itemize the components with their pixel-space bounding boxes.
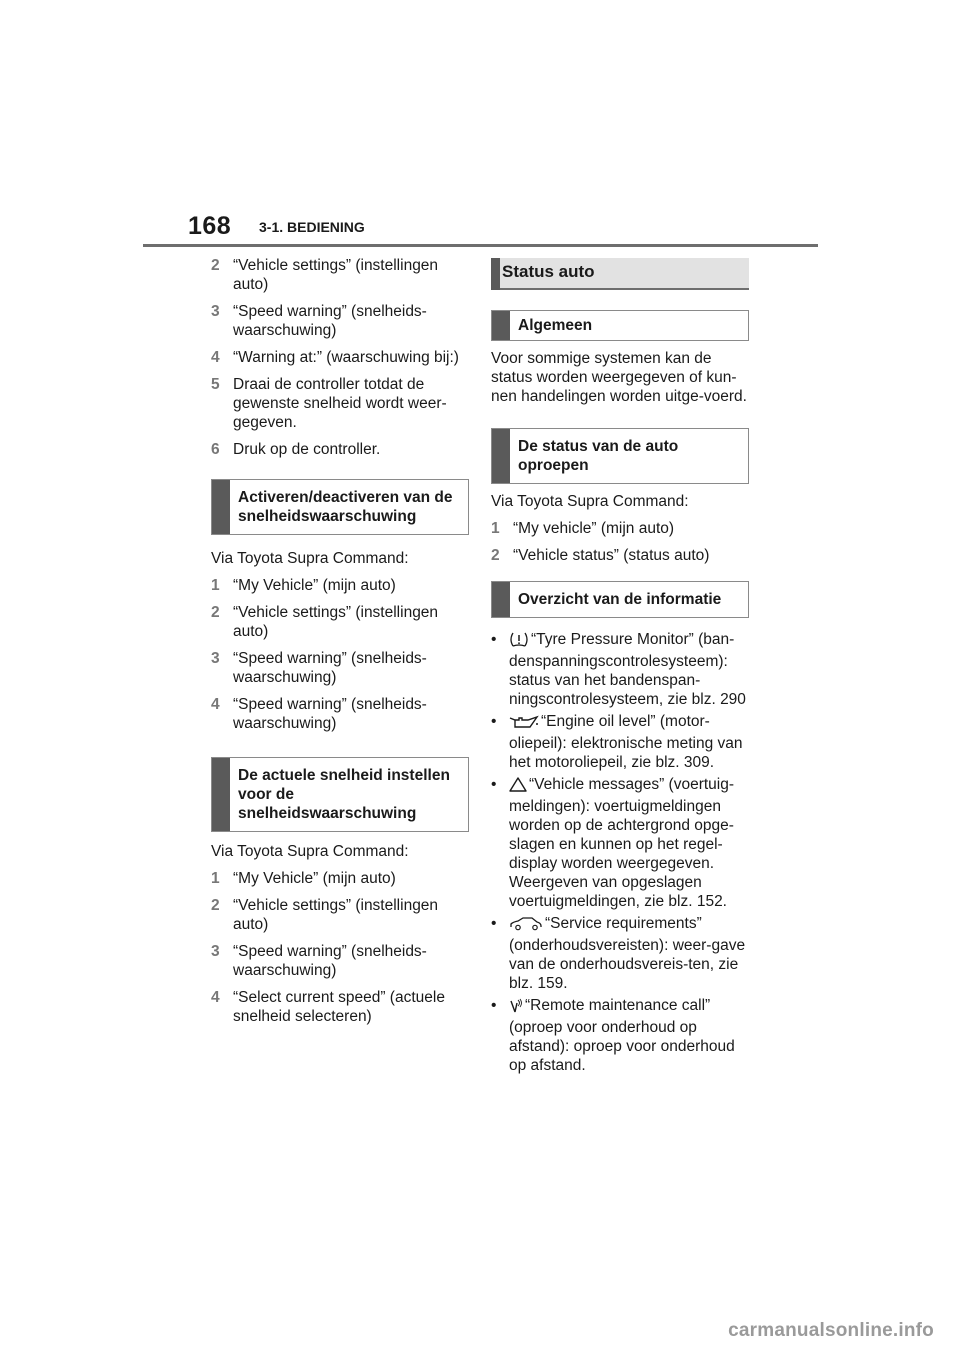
step-item: 4 “Speed warning” (snelheids-waarschuwing)	[211, 696, 427, 732]
remote-call-icon	[509, 998, 523, 1018]
tyre-pressure-icon	[509, 632, 529, 652]
oil-can-icon	[509, 715, 539, 734]
heading-bar	[492, 311, 510, 340]
heading-box-activeren: Activeren/deactiveren van de snelheidswaarschuwing	[211, 479, 469, 535]
heading-bar	[492, 582, 510, 617]
step-item: 4 “Warning at:” (waarschuwing bij:)	[211, 349, 459, 366]
heading-box-actuele-snelheid: De actuele snelheid instellen voor de snelheidswaarschuwing	[211, 757, 469, 832]
page-number: 168	[188, 212, 232, 240]
step-item: 3 “Speed warning” (snelheids-waarschuwing)	[211, 650, 427, 686]
steps-c	[211, 869, 469, 1026]
heading-box-algemeen: Algemeen	[491, 310, 749, 341]
status-auto-heading: Status auto	[491, 258, 749, 290]
step-item: 2 “Vehicle settings” (instellingen auto)	[211, 604, 439, 640]
heading-box-overzicht: Overzicht van de informatie	[491, 581, 749, 618]
list-item: • “Vehicle messages” (voertuig-meldingen): voertuigmeldingen worden op de achtergrond opge-slagen en kunnen op het regel-display worden weergegeven. Weergeven van opgeslagen voertuigmeldingen, zie blz. 152.	[491, 776, 735, 910]
step-item: 6 Druk op de controller.	[211, 441, 381, 458]
step-item: 1 “My Vehicle” (mijn auto)	[211, 870, 396, 887]
via-text: Via Toyota Supra Command:	[491, 493, 689, 510]
header-rule	[143, 244, 818, 247]
watermark: carmanualsonline.info	[728, 1320, 934, 1341]
left-column	[211, 256, 469, 1034]
step-item: 2 “Vehicle settings” (instellingen auto)	[211, 897, 439, 933]
heading-bar	[491, 258, 500, 290]
via-text: Via Toyota Supra Command:	[211, 550, 409, 567]
heading-box-oproepen: De status van de auto oproepen	[491, 428, 749, 484]
warning-triangle-icon	[509, 777, 527, 797]
step-item: 1 “My Vehicle” (mijn auto)	[211, 577, 396, 594]
info-list	[491, 630, 747, 1075]
step-item: 4 “Select current speed” (actuele snelheid selecteren)	[211, 989, 445, 1025]
via-text: Via Toyota Supra Command:	[211, 843, 409, 860]
steps-a	[211, 256, 469, 459]
list-item: • “Remote maintenance call” (oproep voor onderhoud op afstand): oproep voor onderhoud op afstand.	[491, 997, 735, 1074]
step-item: 3 “Speed warning” (snelheids-waarschuwing)	[211, 943, 427, 979]
heading-bar	[212, 758, 230, 831]
heading-bar	[212, 480, 230, 534]
step-item: 2 “Vehicle status” (status auto)	[491, 547, 710, 564]
list-item: • “Service requirements” (onderhoudsvereisten): weer-gave van de onderhoudsvereis-ten, zie blz. 159.	[491, 915, 746, 992]
list-item: • “Engine oil level” (motor-oliepeil): elektronische meting van het motoroliepeil, zie blz. 309.	[491, 713, 743, 771]
steps-b	[211, 576, 469, 733]
step-item: 5 Draai de controller totdat de gewenste snelheid wordt weer-gegeven.	[211, 376, 447, 431]
step-item: 1 “My vehicle” (mijn auto)	[491, 520, 675, 537]
section-title: 3-1. BEDIENING	[259, 219, 365, 235]
list-item: • “Tyre Pressure Monitor” (ban-denspanningscontrolesysteem): status van het bandenspan-ningscontrolesysteem, zie blz. 290	[491, 631, 746, 708]
right-column	[491, 258, 749, 1078]
step-item: 2 “Vehicle settings” (instellingen auto)	[211, 257, 439, 293]
step-item: 3 “Speed warning” (snelheids-waarschuwing)	[211, 303, 427, 339]
steps-right	[491, 519, 749, 565]
intro-text: Voor sommige systemen kan de status worden weergegeven of kun-nen handelingen worden uitge-voerd.	[491, 350, 747, 405]
heading-bar	[492, 429, 510, 483]
car-service-icon	[509, 916, 543, 936]
